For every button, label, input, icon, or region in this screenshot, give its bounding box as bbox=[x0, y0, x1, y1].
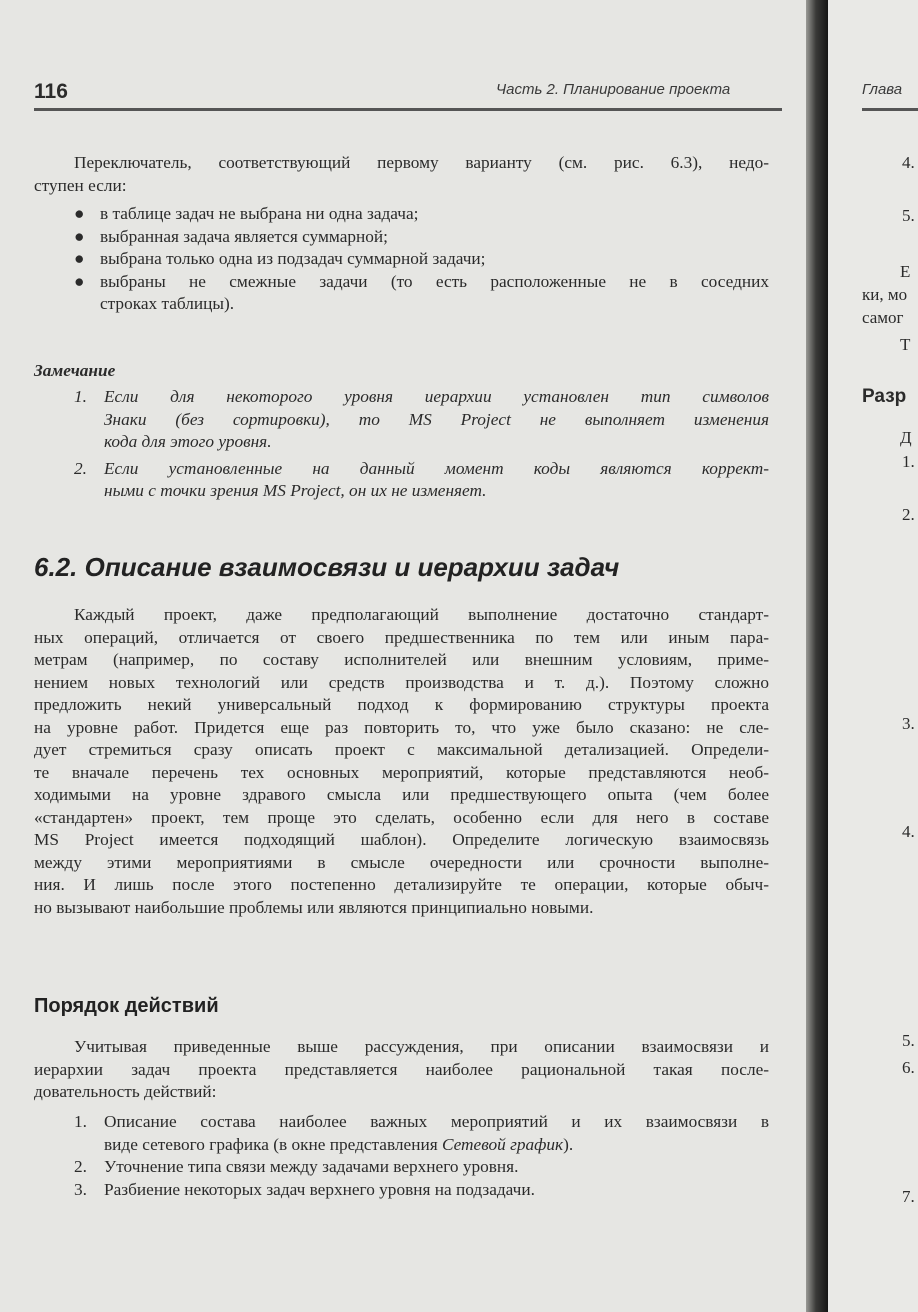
procedure-intro bbox=[34, 1036, 769, 1104]
book-gutter bbox=[806, 0, 828, 1312]
right-fragment: 2. bbox=[902, 505, 915, 524]
step-item: 2. Уточнение типа связи между задачами верхнего уровня. bbox=[104, 1156, 769, 1179]
text-line: метрам (например, по составу исполнителей или внешним условиям, приме- bbox=[34, 650, 769, 669]
text-line: между этими мероприятиями в смысле очередности или срочности выполне- bbox=[34, 852, 769, 872]
bullet-icon: ● bbox=[74, 226, 85, 246]
text-line: нением новых технологий или средств производства и т. д.). Поэтому сложно bbox=[34, 672, 769, 692]
section-heading: 6.2. Описание взаимосвязи и иерархии задач bbox=[34, 552, 620, 582]
right-fragment: Д bbox=[900, 428, 912, 447]
list-item: ● выбраны не смежные задачи (то есть расположенные не в соседних строках таблицы). bbox=[74, 271, 769, 313]
text-line: Каждый проект, даже предполагающий выполнение достаточно стандарт- bbox=[74, 605, 769, 624]
intro-paragraph bbox=[34, 152, 769, 197]
step-item: 3. Разбиение некоторых задач верхнего уровня на подзадачи. bbox=[104, 1179, 769, 1202]
right-fragment: 6. bbox=[902, 1058, 915, 1077]
text-line: Переключатель, соответствующий первому варианту (см. рис. 6.3), недо- bbox=[74, 153, 769, 172]
note-title: Замечание bbox=[34, 361, 116, 380]
text-line: на уровне работ. Придется еще раз повторить то, что уже было сказано: не сле- bbox=[34, 717, 769, 737]
right-fragment: 5. bbox=[902, 206, 915, 225]
bullet-icon: ● bbox=[74, 271, 85, 291]
note-item: 1. Если для некоторого уровня иерархии установлен тип символов Знаки (без сортировки), то MS Project не выполняет изменения кода для этого уровня. bbox=[74, 387, 769, 451]
step-item: 1. Описание состава наиболее важных мероприятий и их взаимосвязи в виде сетевого графика (в окне представления Сетевой график). bbox=[74, 1112, 769, 1154]
text-line: ступен если: bbox=[34, 175, 127, 195]
list-item: ● выбрана только одна из подзадач суммарной задачи; bbox=[100, 248, 769, 271]
list-item: ● выбранная задача является суммарной; bbox=[100, 226, 769, 249]
note-list bbox=[74, 386, 769, 503]
right-fragment: 3. bbox=[902, 714, 915, 733]
right-fragment: 1. bbox=[902, 452, 915, 471]
text-line: Учитывая приведенные выше рассуждения, при описании взаимосвязи и bbox=[74, 1037, 769, 1056]
right-fragment: 4. bbox=[902, 822, 915, 841]
text-line: MS Project имеется подходящий шаблон). Определите логическую взаимосвязь bbox=[34, 830, 769, 849]
right-fragment: самог bbox=[862, 308, 904, 327]
right-fragment: 4. bbox=[902, 153, 915, 172]
right-fragment: ки, мо bbox=[862, 285, 908, 304]
bullet-icon: ● bbox=[74, 204, 85, 223]
section-paragraph bbox=[34, 604, 769, 919]
step-number: 2. bbox=[74, 1157, 87, 1176]
text-line: ния. И лишь после этого постепенно детализируйте те операции, которые обыч- bbox=[34, 875, 769, 894]
right-header-rule bbox=[862, 108, 918, 111]
right-running-title: Глава bbox=[862, 81, 903, 98]
procedure-heading: Порядок действий bbox=[34, 995, 219, 1017]
text-line: ных операций, отличается от своего предшественника по тем или иным пара- bbox=[34, 627, 769, 647]
text-line: довательность действий: bbox=[34, 1082, 217, 1101]
right-fragment: 5. bbox=[902, 1031, 915, 1050]
steps-list bbox=[74, 1111, 769, 1201]
page-number: 116 bbox=[34, 80, 68, 103]
text-line: дует стремиться сразу описать проект с максимальной детализацией. Определи- bbox=[34, 740, 769, 759]
text-line: иерархии задач проекта представляется наиболее рациональной такая после- bbox=[34, 1059, 769, 1079]
right-page bbox=[828, 0, 918, 1312]
running-title: Часть 2. Планирование проекта bbox=[496, 81, 731, 98]
right-fragment: Е bbox=[900, 262, 911, 281]
right-fragment: Т bbox=[900, 335, 911, 354]
right-fragment: 7. bbox=[902, 1187, 915, 1206]
note-item: 2. Если установленные на данный момент коды являются коррект- ными с точки зрения MS Project, он их не изменяет. bbox=[74, 458, 769, 500]
bullet-list bbox=[74, 203, 769, 316]
step-number: 1. bbox=[74, 1112, 87, 1131]
text-line: но вызывают наибольшие проблемы или являются принципиально новыми. bbox=[34, 897, 594, 917]
header-rule bbox=[34, 108, 782, 111]
note-number: 1. bbox=[74, 387, 87, 406]
note-number: 2. bbox=[74, 458, 87, 478]
text-line: те вначале перечень тех основных мероприятий, которые представляются необ- bbox=[34, 762, 769, 782]
text-line: «стандартен» проект, тем проще это сделать, особенно если для него в составе bbox=[34, 807, 769, 827]
list-item: ● в таблице задач не выбрана ни одна задача; bbox=[100, 203, 769, 226]
step-number: 3. bbox=[74, 1179, 87, 1199]
text-line: предложить некий универсальный подход к формированию структуры проекта bbox=[34, 695, 769, 714]
right-fragment: Разр bbox=[862, 386, 907, 407]
text-line: ходимыми на уровне здравого смысла или предшествующего опыта (чем более bbox=[34, 785, 769, 804]
bullet-icon: ● bbox=[74, 249, 85, 268]
